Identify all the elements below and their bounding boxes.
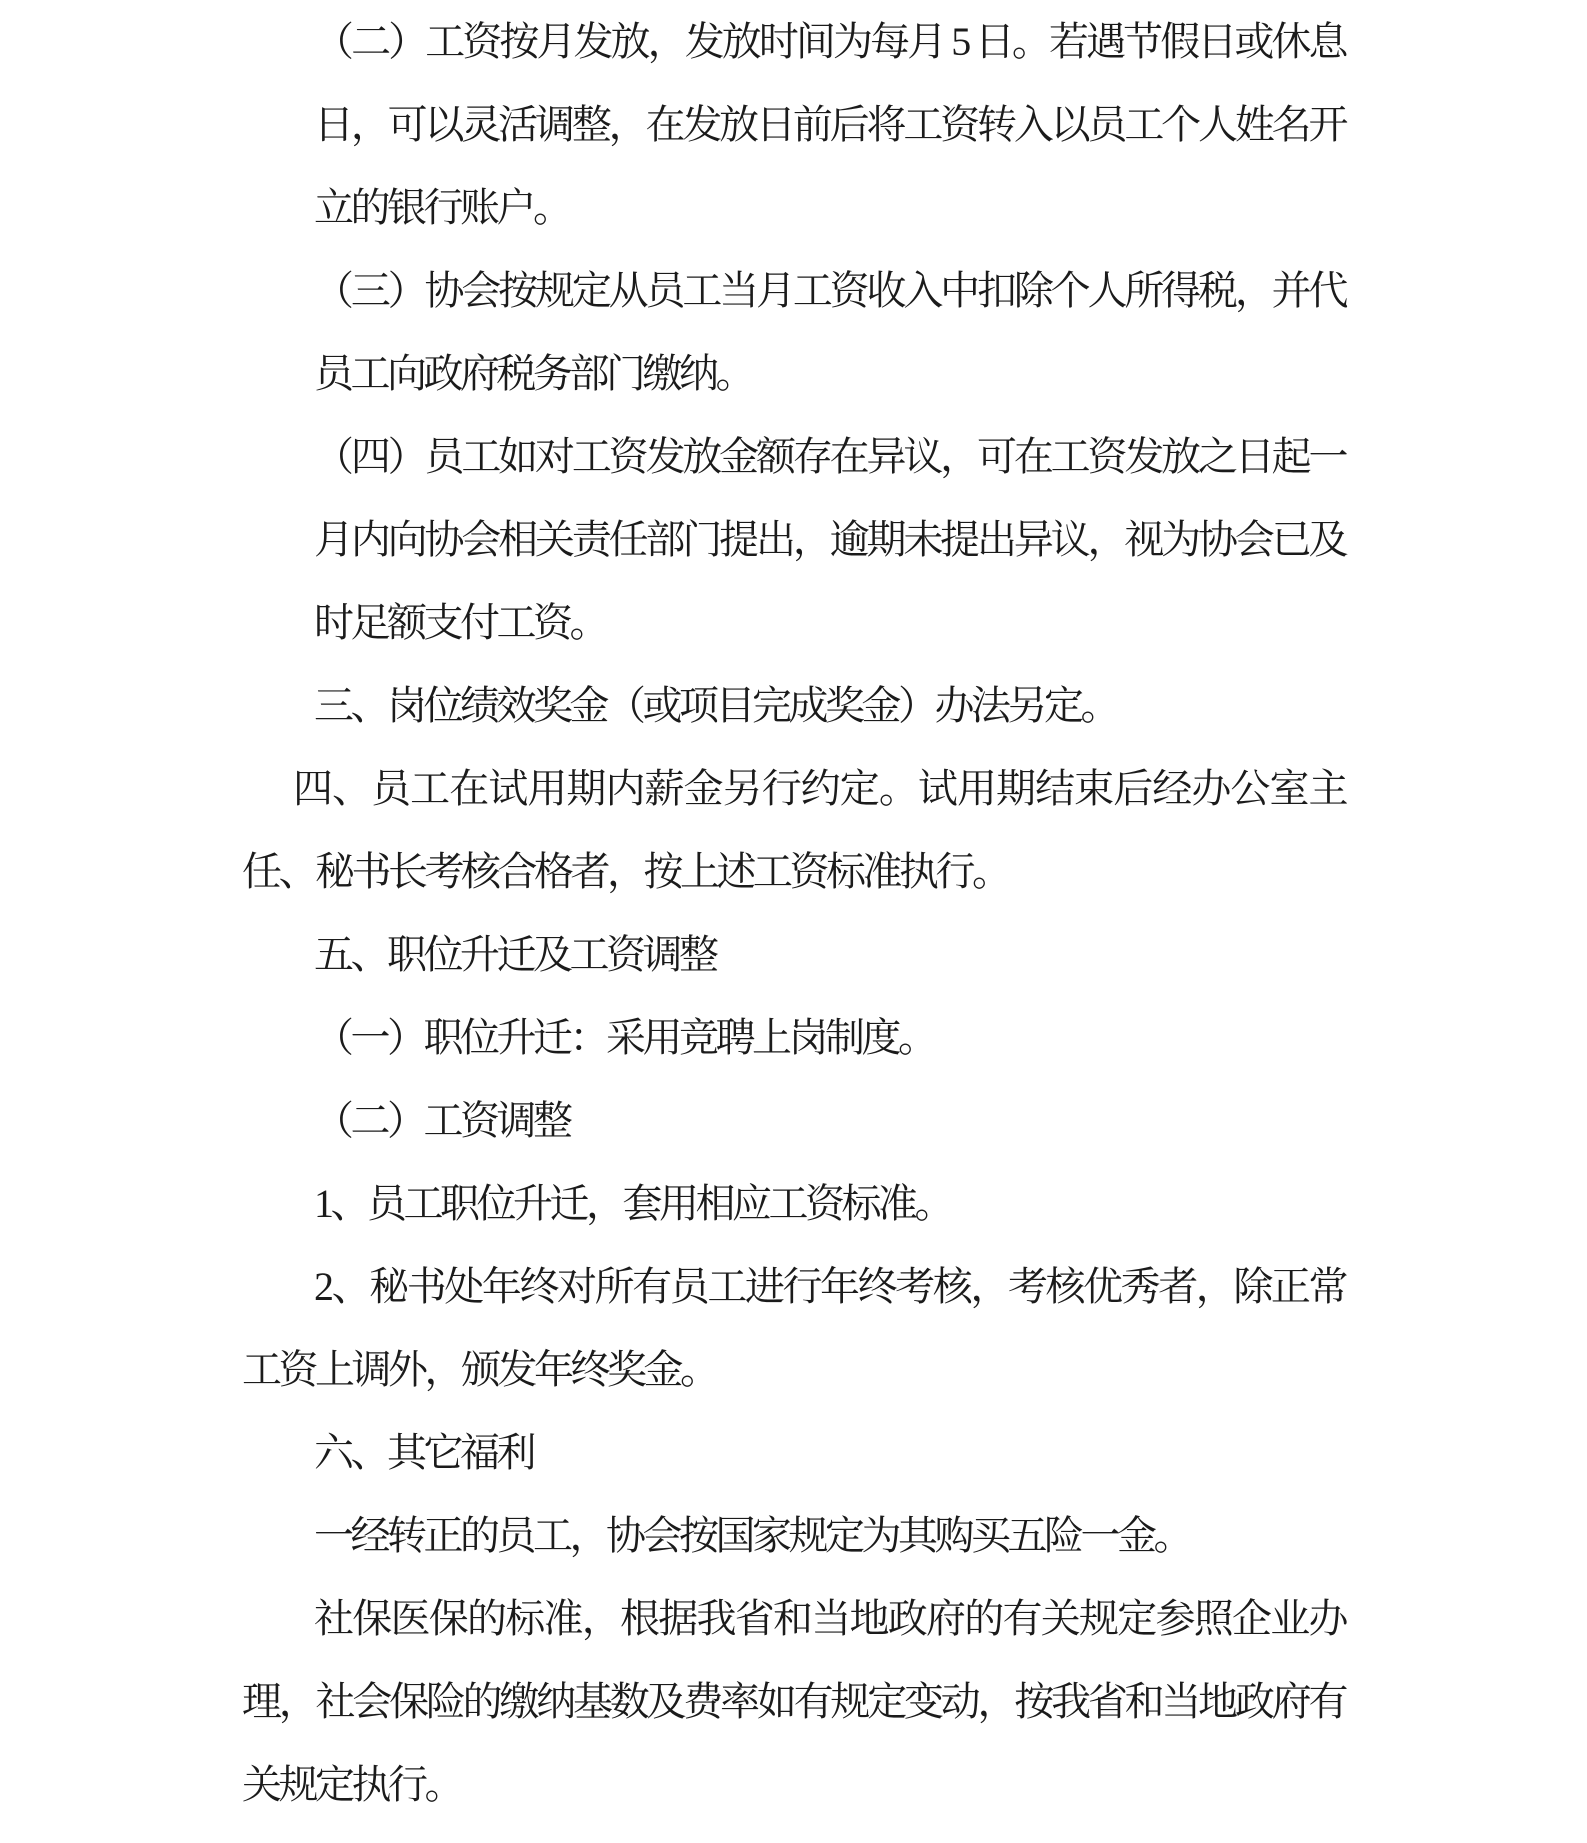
paragraph: （四）员工如对工资发放金额存在异议，可在工资发放之日起一月内向协会相关责任部门提出，逾期未提出异议，视为协会已及时足额支付工资。 <box>314 434 1345 645</box>
paragraph: （二）工资调整 <box>314 1098 570 1143</box>
paragraph: （一）职位升迁：采用竞聘上岗制度。 <box>314 1015 935 1060</box>
paragraph: 2、秘书处年终对所有员工进行年终考核，考核优秀者，除正常工资上调外，颁发年终奖金。 <box>242 1264 1345 1392</box>
paragraph: 社保医保的标准，根据我省和当地政府的有关规定参照企业办理，社会保险的缴纳基数及费率如有规定变动，按我省和当地政府有关规定执行。 <box>242 1596 1345 1807</box>
paragraph: 三、岗位绩效奖金（或项目完成奖金）办法另定。 <box>314 683 1117 728</box>
paragraph: （三）协会按规定从员工当月工资收入中扣除个人所得税，并代员工向政府税务部门缴纳。 <box>314 268 1345 396</box>
paragraph: 四、员工在试用期内薪金另行约定。试用期结束后经办公室主任、秘书长考核合格者，按上述工资标准执行。 <box>242 766 1345 894</box>
paragraph: 六、其它福利 <box>314 1430 533 1475</box>
paragraph: 五、职位升迁及工资调整 <box>314 932 716 977</box>
paragraph: 1、员工职位升迁，套用相应工资标准。 <box>314 1181 951 1226</box>
paragraph: （二）工资按月发放，发放时间为每月 5 日。若遇节假日或休息日，可以灵活调整，在发放日前后将工资转入以员工个人姓名开立的银行账户。 <box>314 19 1345 230</box>
paragraph: 一经转正的员工，协会按国家规定为其购买五险一金。 <box>314 1513 1190 1558</box>
